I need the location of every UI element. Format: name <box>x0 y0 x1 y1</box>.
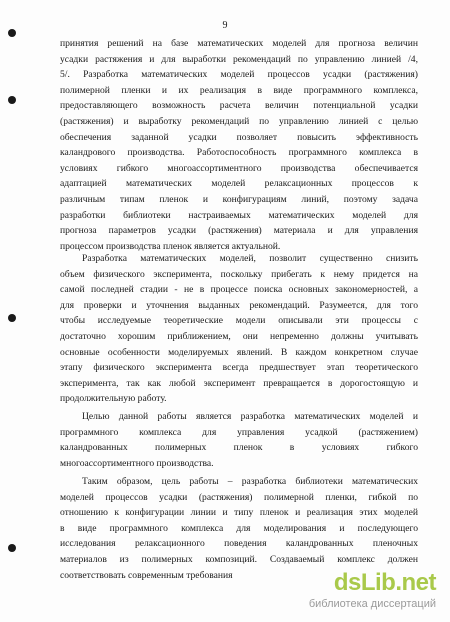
text-line: процессом производства пленок является актуальной. <box>60 240 281 252</box>
text-line: исследования релаксационного поведения каландрованных пленочных <box>60 538 418 550</box>
text-line: принятия решений на базе математических моделей для прогноза величин <box>60 38 418 49</box>
text-line: для проверки и уточнения выданных рекомендаций. Разумеется, для того <box>60 299 418 311</box>
text-line: разработки библиотеки настраиваемых математических моделей для <box>60 209 418 221</box>
watermark-subtitle: библиотека диссертаций <box>308 598 436 610</box>
watermark-logo: dsLib.net <box>333 569 436 596</box>
paragraph-modeling <box>60 251 418 407</box>
text-line: предоставляющего возможность расчета величин потенциальной усадки <box>60 100 418 112</box>
margin-hole-mark <box>8 314 16 322</box>
text-line: объем физического эксперимента, поскольку прибегать к нему придется на <box>60 268 418 280</box>
text-line: основные особенности моделируемых явлений. В каждом конкретном случае <box>60 346 418 358</box>
margin-hole-mark <box>8 96 16 104</box>
text-line: (растяжения) и выработку рекомендаций по управлению линией с целью <box>60 115 418 127</box>
paragraph-continuation <box>60 36 418 254</box>
text-line: каландрового производства. Работоспособность программного комплекса в <box>60 147 418 159</box>
text-line: 5/. Разработка математических моделей процессов усадки (растяжения) <box>60 69 418 81</box>
text-line: этапу физического эксперимента всегда предшествует этап теоретического <box>60 362 418 374</box>
text-line: самой последней стадии - не в процессе поиска основных закономерностей, а <box>60 284 418 296</box>
paragraph-goal <box>60 409 418 471</box>
text-line: моделей процессов усадки (растяжения) полимерной пленки, гибкой по <box>60 491 418 503</box>
watermark <box>296 570 436 614</box>
page-number: 9 <box>222 20 228 31</box>
text-line: каландрованных полимерных пленок в условиях гибкого <box>60 442 418 454</box>
text-line: различным типам пленок и конфигурациям линий, поэтому задача <box>60 193 418 205</box>
text-line: обеспечения заданной усадки позволяет повысить эффективность <box>60 131 418 143</box>
text-line: Разработка математических моделей, позволит существенно снизить <box>82 253 418 264</box>
text-line: программного комплекса для управления усадкой (растяжением) <box>60 426 418 438</box>
text-line: чтобы исследуемые теоретические модели описывали эти процессы с <box>60 315 418 327</box>
text-line: Таким образом, цель работы – разработка библиотеки математических <box>82 476 418 487</box>
text-line: материалов из полимерных композиций. Создаваемый комплекс должен <box>60 553 418 565</box>
text-line: прогноза параметров усадки (растяжения) материала и для управления <box>60 225 418 237</box>
text-line: Целью данной работы является разработка математических моделей и <box>82 411 418 422</box>
text-line: условиях гибкого многоассортиментного производства обеспечивается <box>60 162 418 174</box>
text-line: усадки растяжения и для выработки рекомендаций по управлению линией /4, <box>60 53 418 65</box>
paragraph-summary <box>60 474 418 583</box>
text-line: отношению к конфигурации линии и типу пленок и реализация этих моделей <box>60 507 418 519</box>
margin-hole-mark <box>8 544 16 552</box>
text-line: достаточно хорошим приближением, они непременно должны учитывать <box>60 330 418 342</box>
text-line: в виде программного комплекса для моделирования и последующего <box>60 522 418 534</box>
text-line: многоассортиментного производства. <box>60 457 214 469</box>
text-line: полимерной пленки и их реализация в виде программного комплекса, <box>60 84 418 96</box>
text-line: продолжительную работу. <box>60 393 167 405</box>
text-line: адаптацией математических моделей релаксационных процессов к <box>60 178 418 190</box>
text-line: соответствовать современным требования <box>60 569 233 581</box>
margin-hole-mark <box>8 29 16 37</box>
text-line: эксперимента, так как любой эксперимент превращается в дорогостоящую и <box>60 377 418 389</box>
